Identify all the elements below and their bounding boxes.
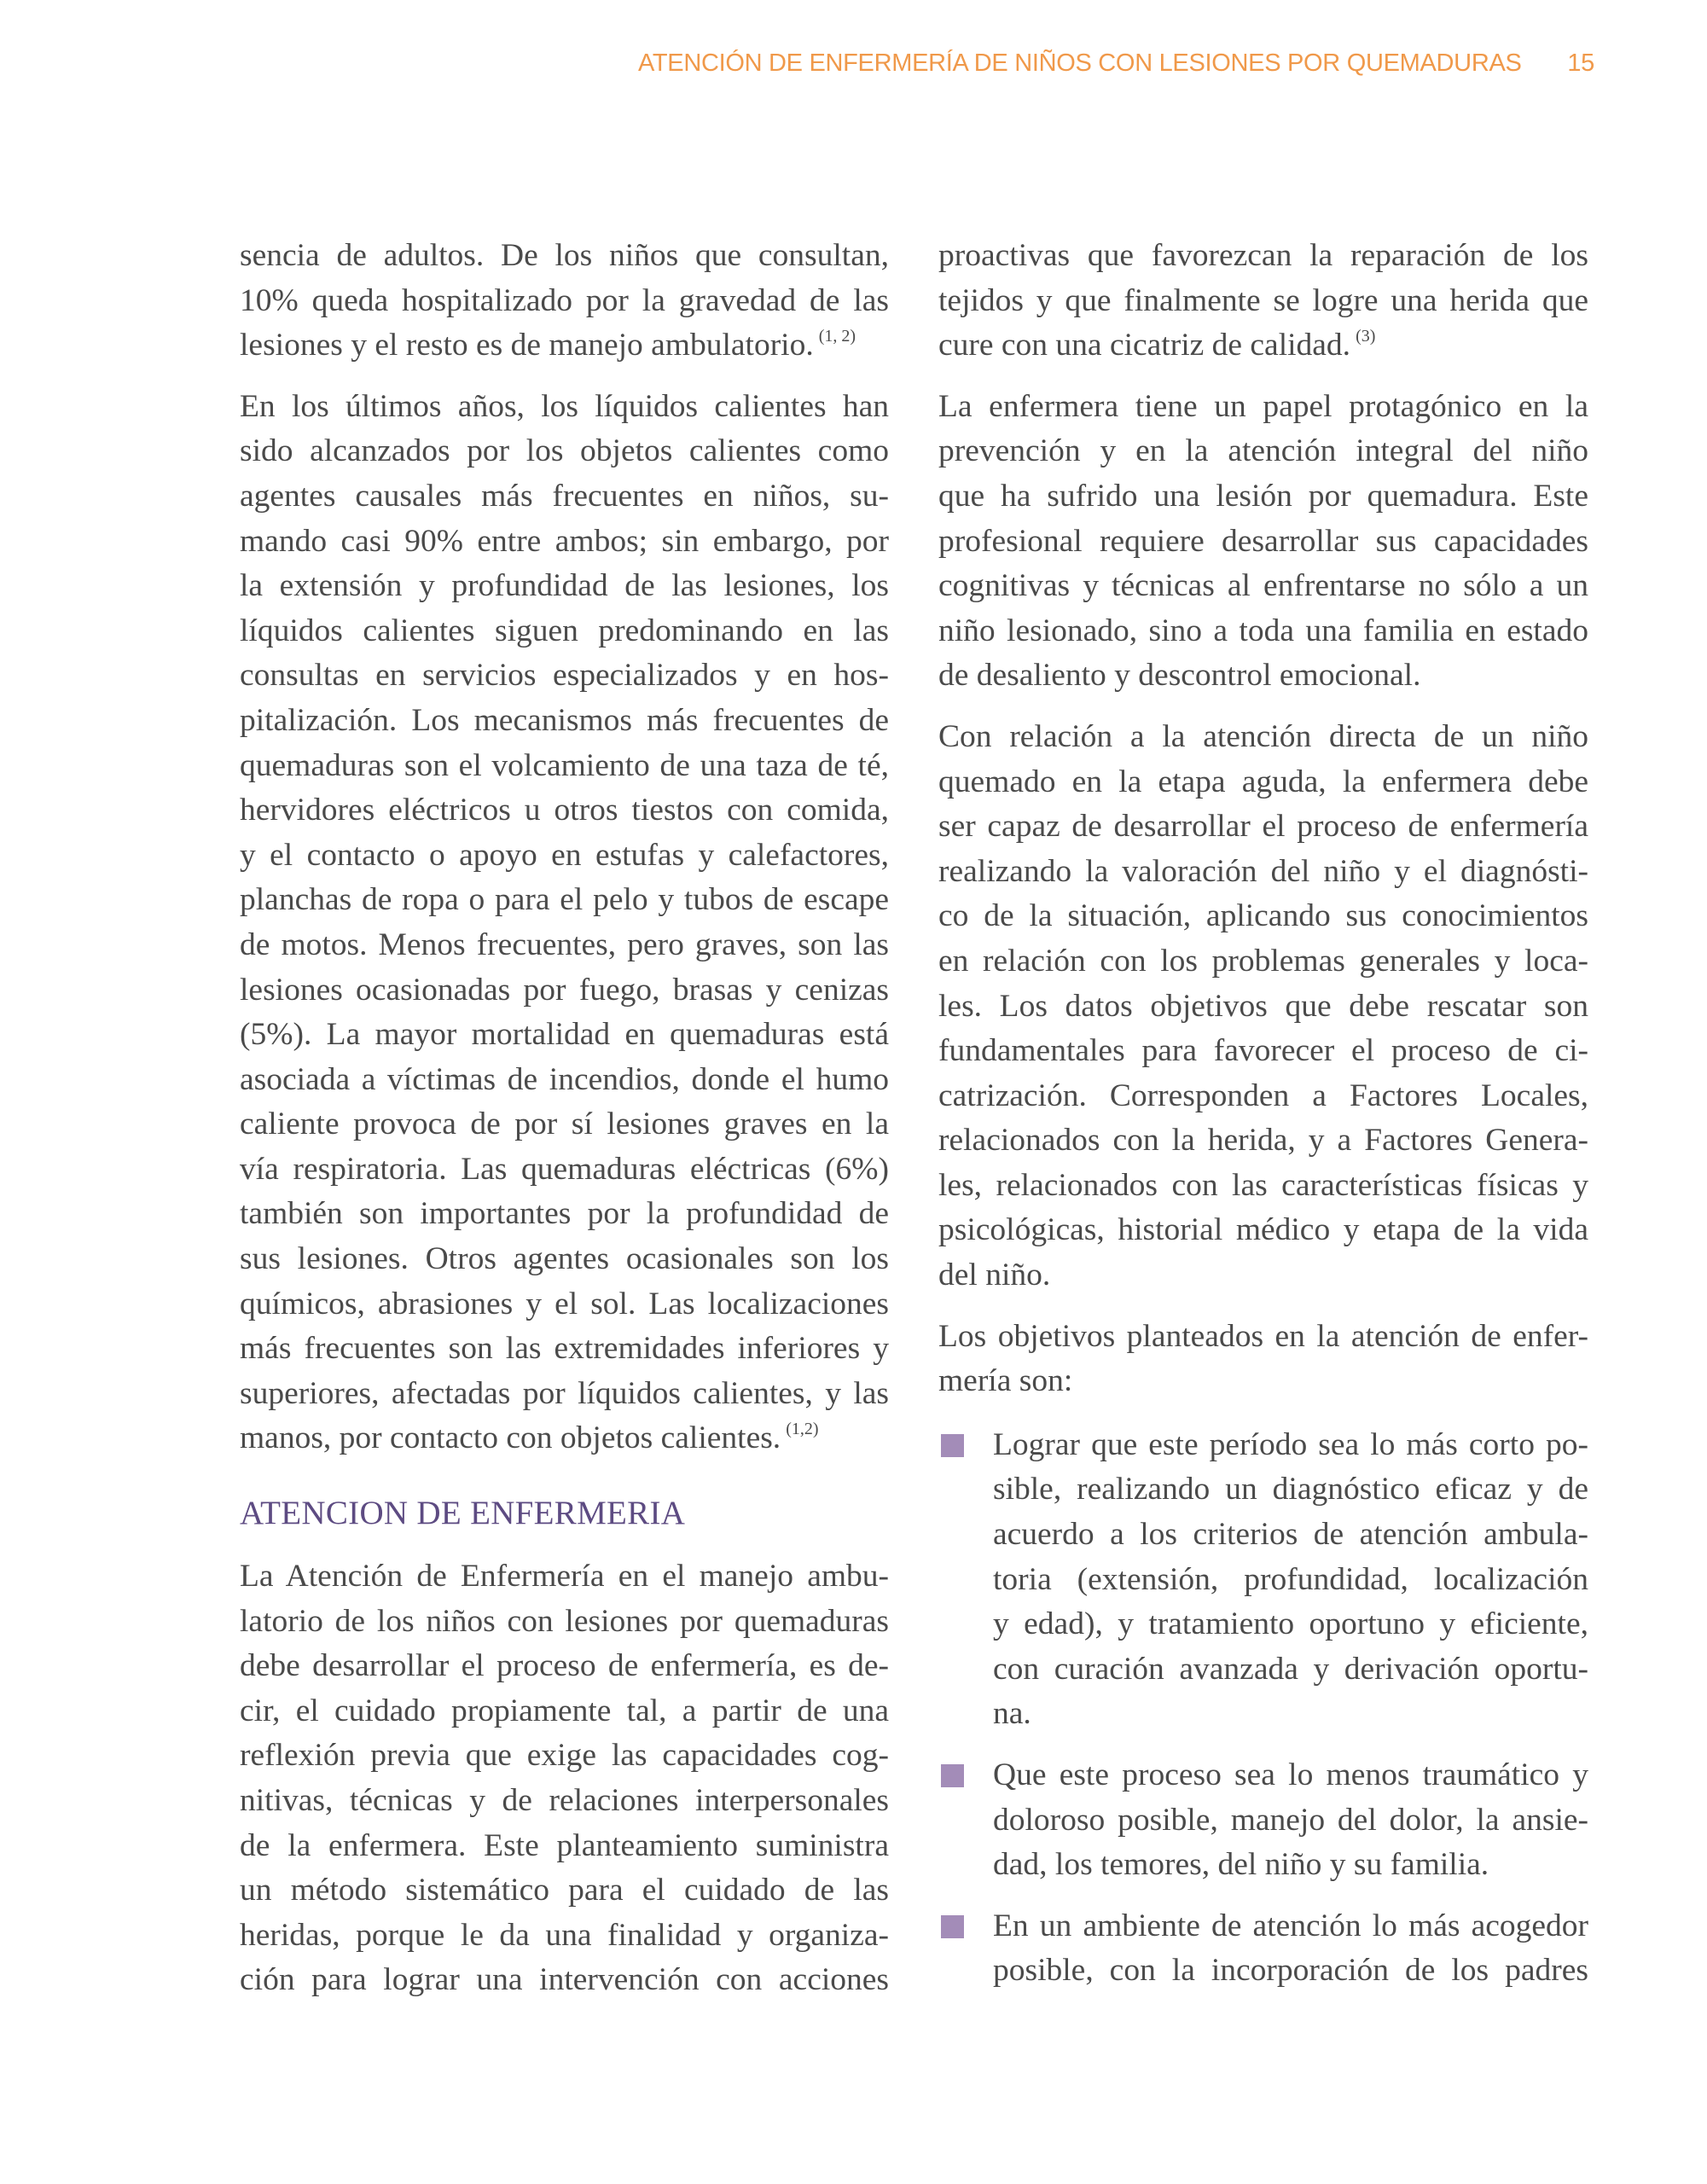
text-line: manos, por contacto con objetos calientes. $^{(1,2)}$ (240, 1420, 819, 1456)
text-line: proactivas que favorezcan la reparación de los (938, 238, 1588, 273)
text-line: posible, con la incorporación de los padres (993, 1953, 1588, 1989)
text-line: tejidos y que finalmente se logre una herida que (938, 282, 1588, 318)
text-line: debe desarrollar el proceso de enfermería, es de- (240, 1648, 889, 1684)
text-line: les, relacionados con las características físicas y (938, 1167, 1588, 1203)
text-line: La enfermera tiene un papel protagónico en la (938, 388, 1588, 424)
text-line: asociada a víctimas de incendios, donde el humo (240, 1061, 889, 1097)
text-line: mando casi 90% entre ambos; sin embargo, por (240, 523, 889, 559)
text-line: quemado en la etapa aguda, la enfermera debe (938, 764, 1588, 799)
text-line: reflexión previa que exige las capacidades cog- (240, 1738, 889, 1774)
text-line: (5%). La mayor mortalidad en quemaduras está (240, 1017, 889, 1053)
objectives-list (938, 1423, 1588, 1994)
text-line: prevención y en la atención integral del niño (938, 433, 1588, 469)
text-line: un método sistemático para el cuidado de las (240, 1873, 889, 1908)
text-line: doloroso posible, manejo del dolor, la ansie- (993, 1802, 1588, 1838)
text-line: latorio de los niños con lesiones por quemaduras (240, 1603, 889, 1639)
citation-superscript: (1, 2) (818, 327, 856, 346)
right-column (938, 234, 1588, 2010)
text-line: planchas de ropa o para el pelo y tubos de escape (240, 882, 889, 918)
text-line: Lograr que este período sea lo más corto po- (993, 1426, 1588, 1462)
text-line: catrización. Corresponden a Factores Locales, (938, 1077, 1588, 1113)
text-line: mería son: (938, 1363, 1073, 1399)
text-line: líquidos calientes siguen predominando en las (240, 613, 889, 648)
text-line: de motos. Menos frecuentes, pero graves, son las (240, 926, 889, 962)
page-number: 15 (1567, 49, 1594, 77)
paragraph (240, 1554, 889, 2003)
text-line: nitivas, técnicas y de relaciones interpersonales (240, 1783, 889, 1818)
text-line: fundamentales para favorecer el proceso de ci- (938, 1033, 1588, 1069)
text-line: quemaduras son el volcamiento de una taza de té, (240, 747, 889, 783)
text-line: que ha sufrido una lesión por quemadura. Este (938, 478, 1588, 514)
list-item-text (993, 1753, 1588, 1888)
text-line: más frecuentes son las extremidades inferiores y (240, 1331, 889, 1367)
citation-superscript: (1,2) (786, 1420, 819, 1439)
text-line: también son importantes por la profundidad de (240, 1196, 889, 1232)
text-line: dad, los temores, del niño y su familia. (993, 1847, 1489, 1883)
text-line: relacionados con la herida, y a Factores Genera- (938, 1123, 1588, 1159)
text-line: co de la situación, aplicando sus conocimientos (938, 898, 1588, 934)
text-line: En los últimos años, los líquidos calientes han (240, 388, 889, 424)
text-line: de desaliento y descontrol emocional. (938, 658, 1421, 694)
list-item (938, 1423, 1588, 1737)
list-item-text (993, 1423, 1588, 1737)
list-item (938, 1904, 1588, 1994)
text-line: 10% queda hospitalizado por la gravedad de las (240, 282, 889, 318)
text-line: profesional requiere desarrollar sus capacidades (938, 523, 1588, 559)
text-line: caliente provoca de por sí lesiones graves en la (240, 1107, 889, 1142)
text-line: realizando la valoración del niño y el diagnósti- (938, 853, 1588, 889)
text-line: consultas en servicios especializados y en hos- (240, 658, 889, 694)
left-column (240, 234, 889, 2019)
square-bullet-icon (941, 1434, 964, 1457)
citation-superscript: (3) (1356, 327, 1376, 346)
list-item-text (993, 1904, 1588, 1994)
paragraph (240, 385, 889, 1461)
paragraph (938, 715, 1588, 1298)
text-line: con curación avanzada y derivación oportu- (993, 1651, 1588, 1687)
text-line: hervidores eléctricos u otros tiestos con comida, (240, 793, 889, 828)
square-bullet-icon (941, 1915, 964, 1938)
square-bullet-icon (941, 1764, 964, 1787)
text-line: acuerdo a los criterios de atención ambula- (993, 1517, 1588, 1553)
text-line: químicos, abrasiones y el sol. Las localizaciones (240, 1286, 889, 1321)
running-title: ATENCIÓN DE ENFERMERÍA DE NIÑOS CON LESIONES POR QUEMADURAS (637, 49, 1522, 77)
text-line: Los objetivos planteados en la atención de enfer- (938, 1318, 1588, 1354)
text-line: pitalización. Los mecanismos más frecuentes de (240, 702, 889, 738)
text-line: de la enfermera. Este planteamiento suministra (240, 1827, 889, 1863)
text-line: En un ambiente de atención lo más acogedor (993, 1908, 1588, 1943)
text-line: cognitivas y técnicas al enfrentarse no sólo a un (938, 568, 1588, 604)
paragraph (938, 385, 1588, 699)
text-line: Que este proceso sea lo menos traumático y (993, 1757, 1588, 1792)
list-item (938, 1753, 1588, 1888)
text-line: y edad), y tratamiento oportuno y eficiente, (993, 1606, 1588, 1642)
paragraph (938, 234, 1588, 369)
text-line: en relación con los problemas generales y loca- (938, 943, 1588, 979)
paragraph (240, 234, 889, 369)
text-line: Con relación a la atención directa de un niño (938, 718, 1588, 754)
text-line: sido alcanzados por los objetos calientes como (240, 433, 889, 469)
text-line: les. Los datos objetivos que debe rescatar son (938, 988, 1588, 1024)
text-line: lesiones ocasionadas por fuego, brasas y cenizas (240, 972, 889, 1008)
text-line: cure con una cicatriz de calidad. $^{(3)}$ (938, 327, 1376, 363)
text-line: agentes causales más frecuentes en niños, su- (240, 478, 889, 514)
text-line: sencia de adultos. De los niños que consultan, (240, 238, 889, 273)
text-line: y el contacto o apoyo en estufas y calefactores, (240, 837, 889, 873)
text-line: ser capaz de desarrollar el proceso de enfermería (938, 809, 1588, 845)
text-line: ción para lograr una intervención con acciones (240, 1962, 889, 1998)
running-header (638, 49, 1594, 78)
text-line: superiores, afectadas por líquidos calientes, y las (240, 1375, 889, 1411)
section-heading: ATENCION DE ENFERMERIA (240, 1495, 686, 1532)
text-line: sible, realizando un diagnóstico eficaz y de (993, 1472, 1588, 1507)
text-line: cir, el cuidado propiamente tal, a partir de una (240, 1693, 889, 1728)
text-line: del niño. (938, 1258, 1051, 1293)
text-line: psicológicas, historial médico y etapa de la vida (938, 1212, 1588, 1248)
text-line: lesiones y el resto es de manejo ambulatorio. $^{(1, 2)}$ (240, 327, 856, 363)
text-line: La Atención de Enfermería en el manejo ambu- (240, 1559, 889, 1594)
text-line: na. (993, 1696, 1031, 1732)
text-line: la extensión y profundidad de las lesiones, los (240, 568, 889, 604)
text-line: sus lesiones. Otros agentes ocasionales son los (240, 1241, 889, 1277)
text-line: niño lesionado, sino a toda una familia en estado (938, 613, 1588, 648)
text-line: heridas, porque le da una finalidad y organiza- (240, 1917, 889, 1953)
text-line: toria (extensión, profundidad, localización (993, 1561, 1588, 1597)
text-line: vía respiratoria. Las quemaduras eléctricas (6%) (240, 1151, 889, 1187)
paragraph (938, 1315, 1588, 1404)
